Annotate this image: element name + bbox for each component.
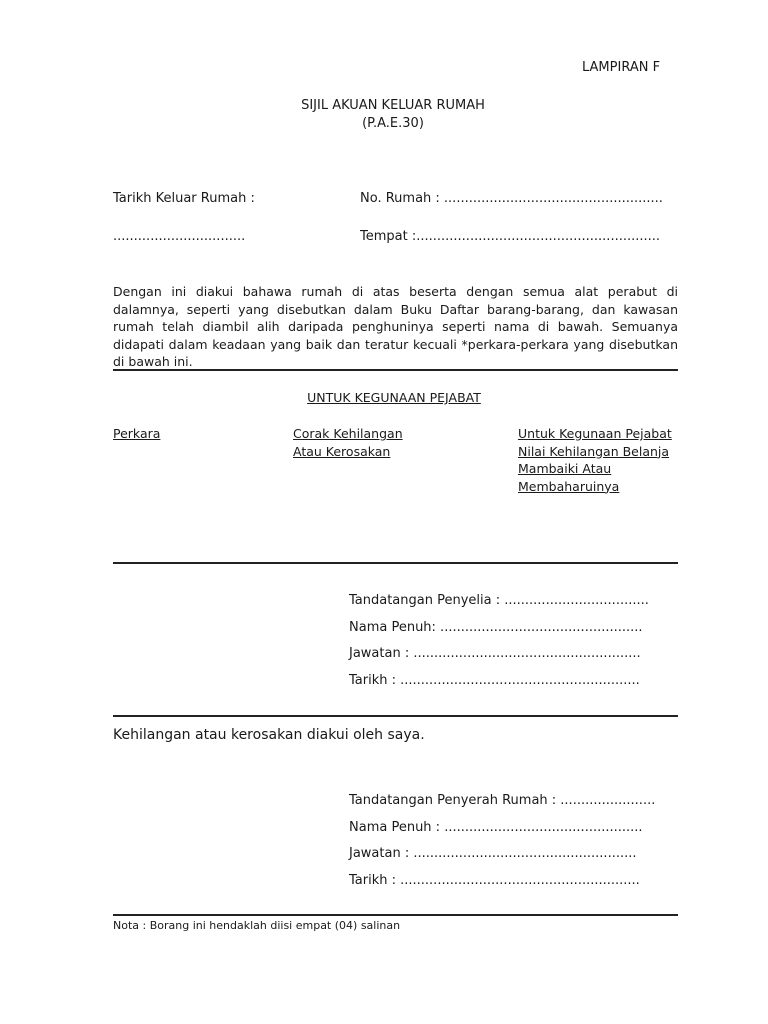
form-code: (P.A.E.30) bbox=[362, 116, 424, 131]
handover-signature-block bbox=[349, 788, 655, 894]
house-number-field: No. Rumah : ..................................................... bbox=[360, 191, 663, 206]
supervisor-signature-block bbox=[349, 588, 649, 694]
move-out-date-value: ................................ bbox=[113, 229, 246, 244]
office-use-heading: UNTUK KEGUNAAN PEJABAT bbox=[307, 390, 481, 405]
column-damage-type-line: Atau Kerosakan bbox=[293, 443, 391, 459]
column-office-value bbox=[518, 425, 672, 495]
divider-2 bbox=[113, 562, 678, 564]
handover-name-field: Nama Penuh : ................................................ bbox=[349, 819, 643, 835]
form-title: SIJIL AKUAN KELUAR RUMAH bbox=[301, 98, 485, 113]
divider-1 bbox=[113, 369, 678, 371]
declaration-paragraph: Dengan ini diakui bahawa rumah di atas beserta dengan semua alat perabut di dalamnya, seperti yang disebutkan dalam Buku Daftar barang-barang, dan kawasan rumah telah diambil alih daripada penghuninya seperti nama di bawah. Semuanya didapati dalam keadaan yang baik dan teratur kecuali *perkara-perkara yang disebutkan di bawah ini. bbox=[113, 284, 678, 369]
handover-position-field: Jawatan : ...................................................... bbox=[349, 846, 637, 861]
column-office-value-line: Untuk Kegunaan Pejabat bbox=[518, 426, 672, 441]
footnote: Nota : Borang ini hendaklah diisi empat (04) salinan bbox=[113, 919, 401, 932]
column-damage-type bbox=[293, 425, 403, 460]
acknowledgement-text: Kehilangan atau kerosakan diakui oleh saya. bbox=[113, 727, 425, 743]
column-office-value-line: Membaharuinya bbox=[518, 478, 620, 494]
column-damage-type-line: Corak Kehilangan bbox=[293, 426, 403, 441]
column-office-value-line: Mambaiki Atau bbox=[518, 461, 612, 476]
divider-4 bbox=[113, 914, 678, 916]
handover-signature-field: Tandatangan Penyerah Rumah : ....................... bbox=[349, 793, 656, 808]
handover-date-field: Tarikh : .......................................................... bbox=[349, 872, 640, 888]
supervisor-date-field: Tarikh : .......................................................... bbox=[349, 672, 640, 688]
column-item-line: Perkara bbox=[113, 426, 161, 441]
supervisor-signature-field: Tandatangan Penyelia : ................................... bbox=[349, 593, 649, 608]
divider-3 bbox=[113, 715, 678, 717]
place-field: Tempat :........................................................... bbox=[360, 229, 661, 244]
appendix-label: LAMPIRAN F bbox=[582, 60, 661, 75]
move-out-date-label: Tarikh Keluar Rumah : bbox=[113, 191, 255, 206]
supervisor-position-field: Jawatan : ....................................................... bbox=[349, 646, 641, 661]
supervisor-name-field: Nama Penuh: ................................................. bbox=[349, 619, 643, 635]
column-office-value-line: Nilai Kehilangan Belanja bbox=[518, 443, 670, 459]
column-item bbox=[113, 425, 160, 443]
